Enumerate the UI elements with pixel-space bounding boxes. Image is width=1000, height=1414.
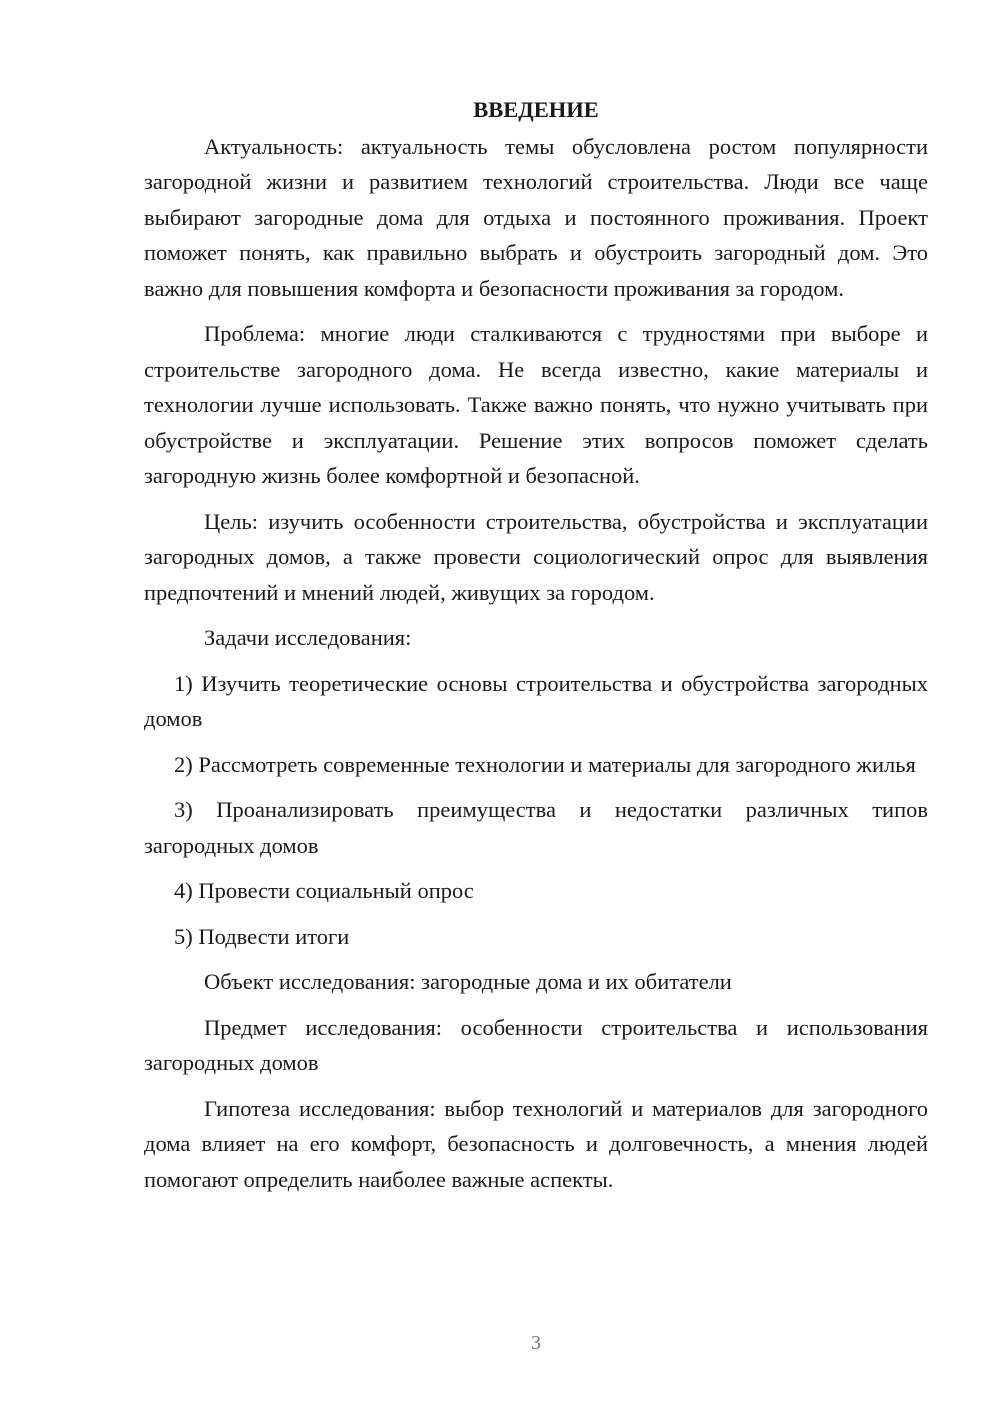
paragraph-relevance: Актуальность: актуальность темы обусловлена ростом популярности загородной жизни и развитием технологий строительства. Люди все чаще выбирают загородные дома для отдыха и постоянного проживания. Проект поможет понять, как правильно выбрать и обустроить загородный дом. Это важно для повышения комфорта и безопасности проживания за городом. [144,133,928,301]
paragraph-hypothesis: Гипотеза исследования: выбор технологий и материалов для загородного дома влияет на его комфорт, безопасность и долговечность, а мнения людей помогают определить наиболее важные аспекты. [144,1095,928,1192]
page-content [144,92,928,1207]
list-item: 5) Подвести итоги [174,923,350,949]
list-item: 3) Проанализировать преимущества и недостатки различных типов загородных домов [144,797,928,858]
paragraph-tasks-title: Задачи исследования: [204,625,412,650]
list-item: 2) Рассмотреть современные технологии и материалы для загородного жилья [174,751,916,777]
paragraph-object: Объект исследования: загородные дома и их обитатели [204,969,732,994]
list-item: 1) Изучить теоретические основы строительства и обустройства загородных домов [144,670,928,731]
list-item: 4) Провести социальный опрос [174,878,474,903]
section-heading: ВВЕДЕНИЕ [473,97,599,122]
paragraph-goal: Цель: изучить особенности строительства, обустройства и эксплуатации загородных домов, а также провести социологический опрос для выявления предпочтений и мнений людей, живущих за городом. [144,508,928,605]
page-number: 3 [531,1332,541,1354]
paragraph-problem: Проблема: многие люди сталкиваются с трудностями при выборе и строительстве загородного дома. Не всегда известно, какие материалы и технологии лучше использовать. Также важно понять, что нужно учитывать при обустройстве и эксплуатации. Решение этих вопросов поможет сделать загородную жизнь более комфортной и безопасной. [144,321,928,488]
paragraph-subject: Предмет исследования: особенности строительства и использования загородных домов [144,1014,928,1075]
